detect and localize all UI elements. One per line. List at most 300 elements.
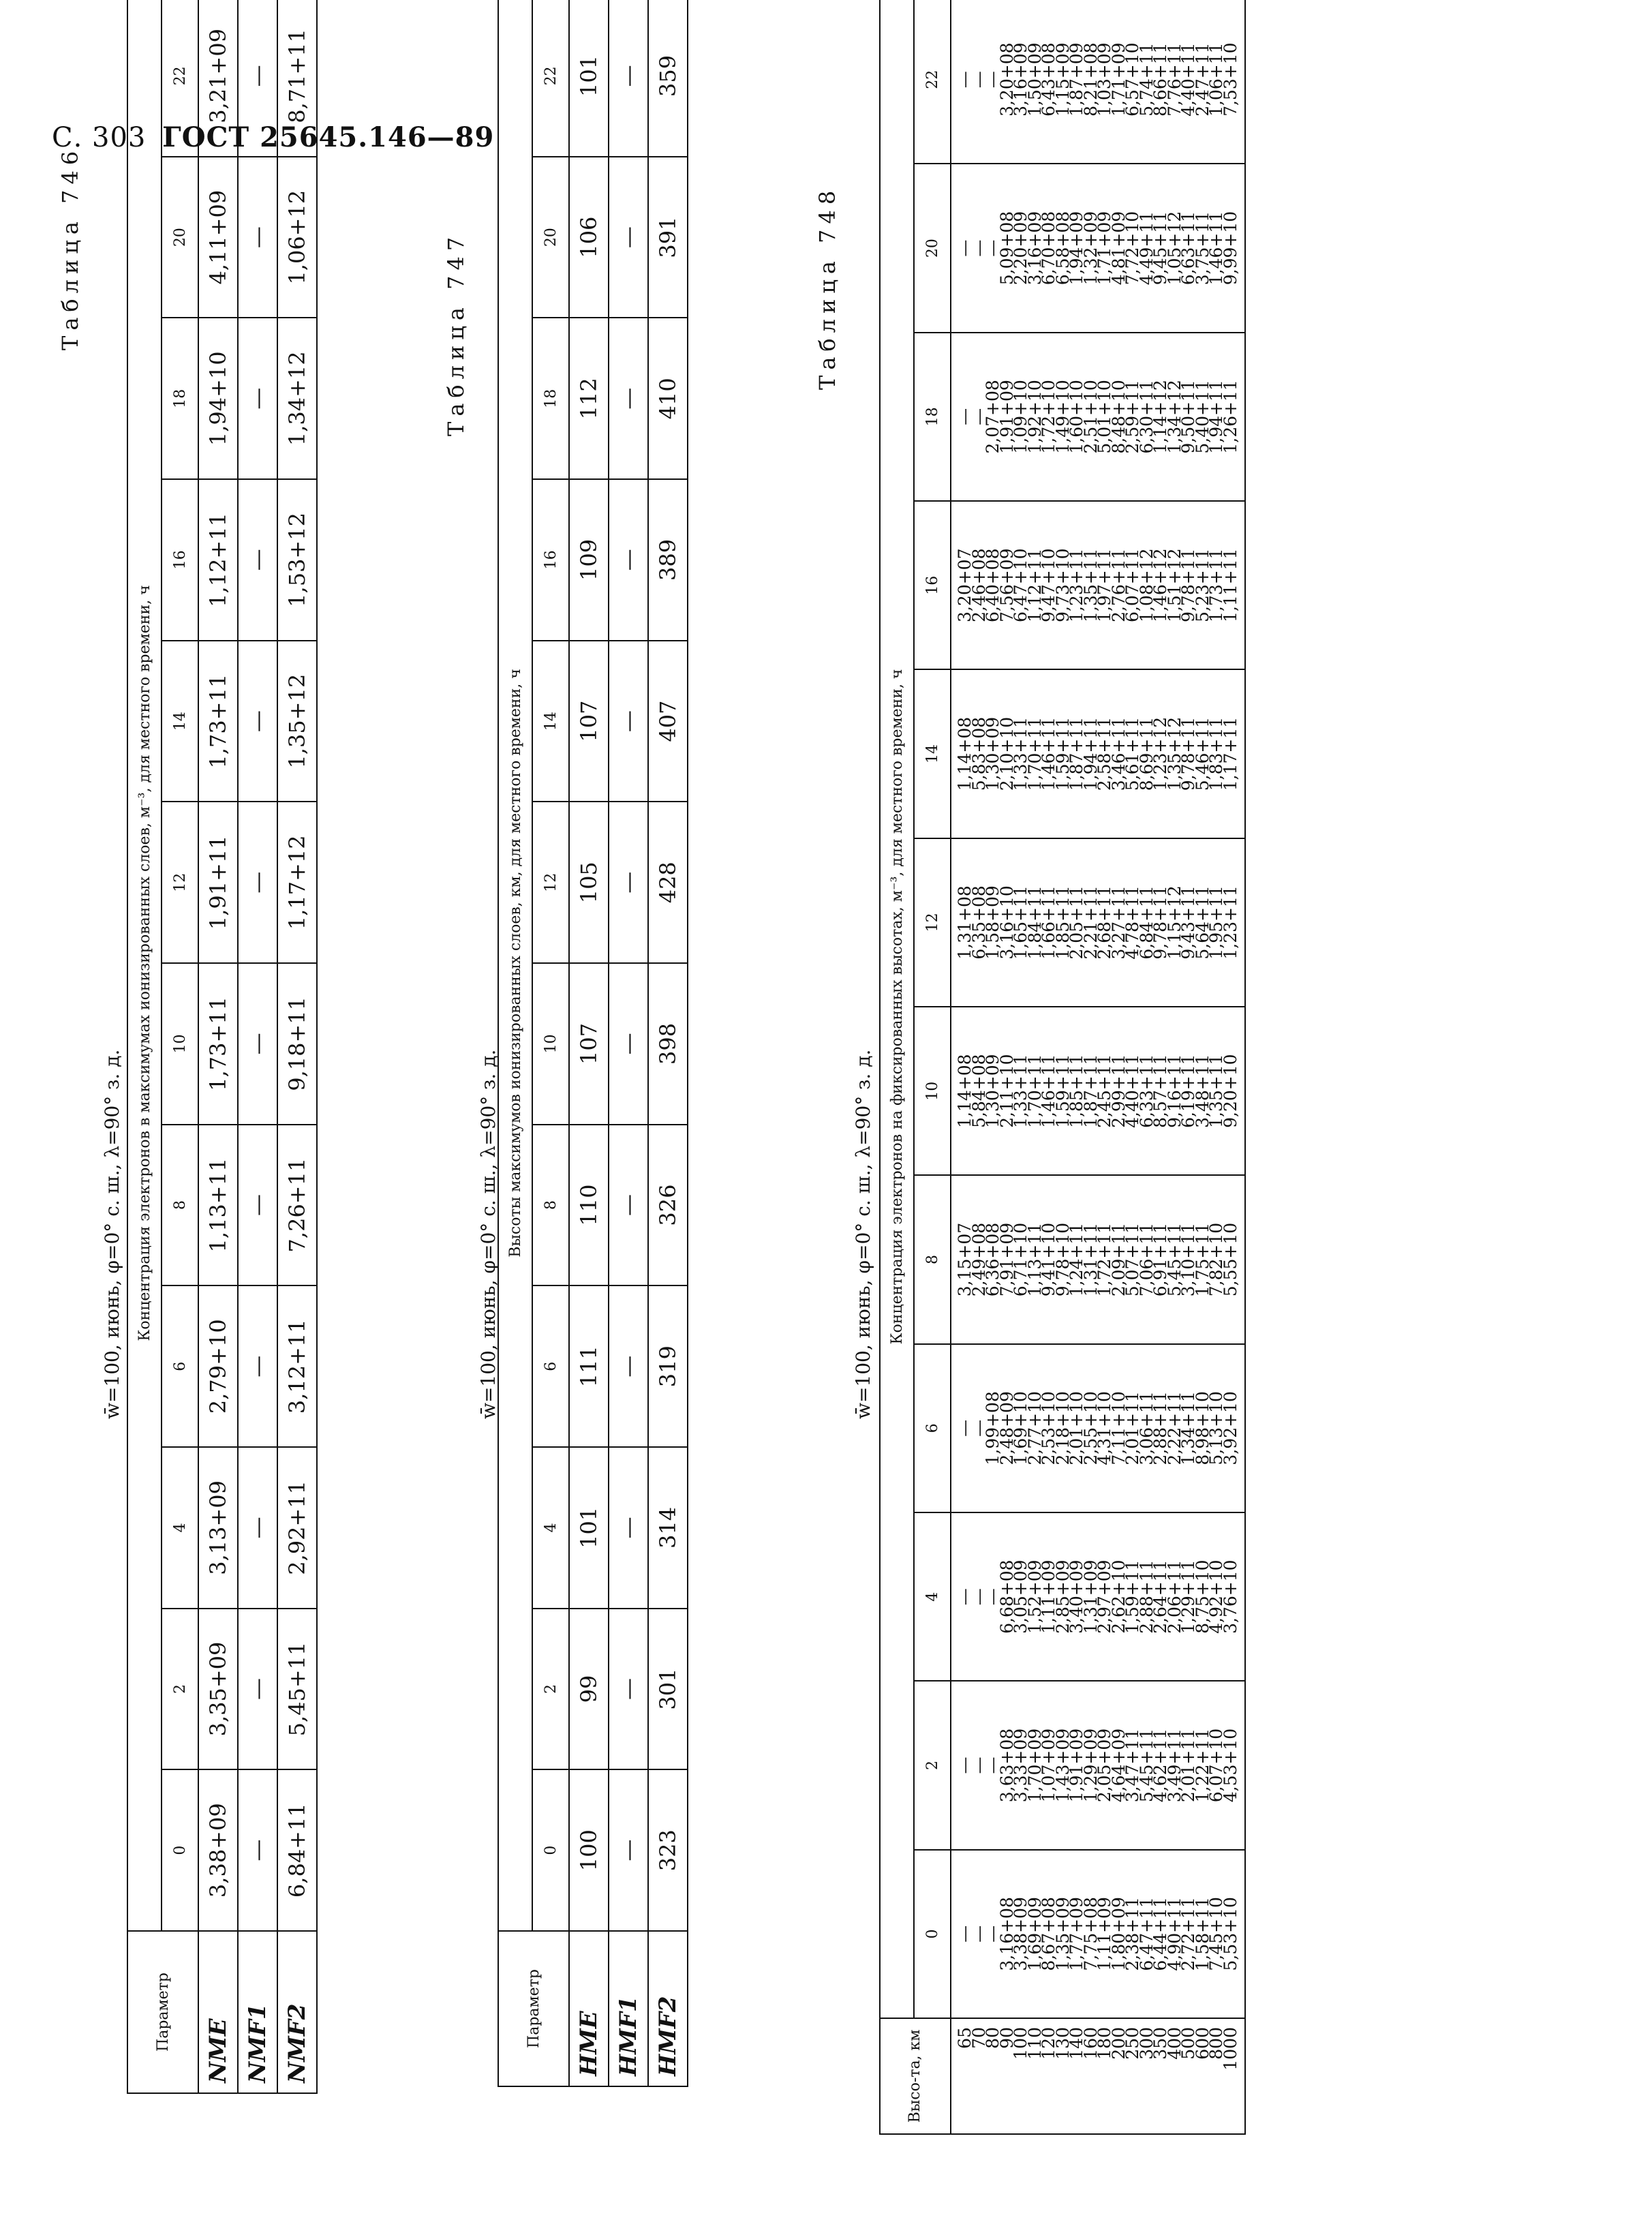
data-value: 2,06+11 — [1164, 1559, 1184, 1634]
data-cell: 3,21+09 — [198, 0, 238, 157]
data-value: 9,16+11 — [1164, 1054, 1184, 1128]
data-value: 6,43+08 — [1039, 42, 1058, 117]
data-value: 1,31+11 — [1080, 1222, 1101, 1297]
table-row — [238, 0, 277, 2093]
data-cell: — — [238, 1447, 277, 1609]
data-value: 7,56+09 — [996, 548, 1017, 622]
data-value: 8,98+10 — [1192, 1391, 1212, 1465]
data-value: 3,76+10 — [1220, 1559, 1240, 1634]
value-column — [951, 1850, 1245, 2018]
data-value: 3,48+11 — [1192, 1054, 1212, 1128]
data-value: 2,58+11 — [1095, 716, 1114, 791]
hour-header: 22 — [914, 0, 951, 164]
hour-header: 22 — [532, 0, 569, 157]
data-value: 6,84+11 — [1136, 885, 1157, 960]
hour-header: 10 — [914, 1007, 951, 1175]
data-value: — — [955, 1588, 975, 1606]
data-value: 1,34+12 — [1164, 380, 1184, 454]
data-value: 2,77+10 — [1024, 1391, 1045, 1465]
hours-row — [162, 0, 198, 2093]
data-cell: 109 — [569, 479, 609, 641]
hour-header: 8 — [162, 1125, 198, 1286]
data-cell: 1,12+11 — [198, 479, 238, 641]
data-value: 4,40+11 — [1122, 1054, 1142, 1128]
data-value: 7,06+11 — [1136, 1222, 1157, 1297]
data-value: 5,83+08 — [968, 716, 989, 791]
data-value: 3,92+10 — [1220, 1391, 1240, 1465]
row-label: NME — [198, 1931, 238, 2093]
data-cell: — — [238, 1609, 277, 1770]
data-cell: — — [609, 1769, 648, 1931]
data-value: 7,75+08 — [1080, 1897, 1101, 1971]
data-value: — — [983, 1925, 1003, 1943]
data-value: 1,23+11 — [1067, 548, 1086, 622]
data-value: 1,15+09 — [1052, 42, 1073, 117]
data-value: 9,99+10 — [1220, 211, 1240, 286]
data-cell: 7,26+11 — [277, 1125, 317, 1286]
data-value: 1,70+09 — [1024, 1728, 1045, 1803]
data-value: 1,12+11 — [1024, 548, 1045, 622]
data-value: 6,71+10 — [1011, 1222, 1030, 1297]
data-value: 1,58+09 — [983, 885, 1003, 960]
height-value: 200 — [1108, 2027, 1129, 2060]
data-value: 1,59+11 — [1052, 716, 1073, 791]
data-value: 2,51+10 — [1080, 380, 1101, 454]
data-value: 1,99+08 — [983, 1391, 1003, 1465]
data-value: 5,45+11 — [1136, 1728, 1157, 1803]
data-value: 1,17+11 — [1220, 716, 1240, 791]
data-cell: 9,18+11 — [277, 963, 317, 1125]
data-value: 8,21+08 — [1080, 42, 1101, 117]
value-column — [951, 164, 1245, 332]
height-value: 70 — [968, 2027, 989, 2049]
height-value: 120 — [1039, 2027, 1058, 2060]
data-value: 2,53+10 — [1039, 1391, 1058, 1465]
data-value: 1,91+09 — [1067, 1728, 1086, 1803]
hour-header: 6 — [914, 1344, 951, 1512]
data-value: 3,20+08 — [996, 42, 1017, 117]
data-cell: 326 — [648, 1125, 688, 1286]
data-cell: 1,35+12 — [277, 641, 317, 802]
data-value: 9,41+10 — [1039, 1222, 1058, 1297]
data-cell: 407 — [648, 641, 688, 802]
data-value: 2,10+10 — [996, 716, 1017, 791]
data-value: 1,46+11 — [1039, 1054, 1058, 1128]
data-cell: — — [238, 802, 277, 963]
data-value: 2,38+11 — [1122, 1897, 1142, 1971]
data-value: 8,66+11 — [1150, 42, 1170, 117]
data-value: 6,68+08 — [996, 1559, 1017, 1634]
data-cell: — — [609, 1447, 648, 1609]
data-value: 2,88+11 — [1150, 1391, 1170, 1465]
data-value: 1,33+11 — [1011, 716, 1030, 791]
data-value: 4,40+11 — [1178, 42, 1198, 117]
data-value: 5,55+10 — [1220, 1222, 1240, 1297]
data-value: 1,71+09 — [1095, 211, 1114, 286]
data-cell: — — [609, 1125, 648, 1286]
data-value: 7,53+10 — [1220, 42, 1240, 117]
data-value: 4,78+11 — [1122, 885, 1142, 960]
data-cell: 359 — [648, 0, 688, 157]
row-label: HME — [569, 1931, 609, 2086]
row-label: NMF1 — [238, 1931, 277, 2093]
data-value: 5,84+08 — [968, 1054, 989, 1128]
hours-row — [914, 0, 951, 2134]
data-value: 2,62+10 — [1108, 1559, 1129, 1634]
data-value: 1,46+11 — [1039, 716, 1058, 791]
data-value: 2,47+11 — [1192, 42, 1212, 117]
data-value: 2,05+11 — [1067, 885, 1086, 960]
data-value: 1,94+11 — [1080, 716, 1101, 791]
data-value: 4,62+11 — [1150, 1728, 1170, 1803]
height-value: 65 — [955, 2027, 975, 2049]
data-value: 6,91+11 — [1150, 1222, 1170, 1297]
data-value: 1,34+11 — [1178, 1391, 1198, 1465]
data-value: 1,52+09 — [1024, 1559, 1045, 1634]
data-value: 6,47+11 — [1136, 1897, 1157, 1971]
data-value: — — [955, 239, 975, 257]
data-value: 4,81+09 — [1108, 211, 1129, 286]
data-value: 6,44+11 — [1150, 1897, 1170, 1971]
data-cell: — — [609, 157, 648, 318]
data-value: 5,40+11 — [1192, 380, 1212, 454]
data-value: 3,15+07 — [955, 1222, 975, 1297]
data-cell: 1,17+12 — [277, 802, 317, 963]
height-value: 250 — [1122, 2027, 1142, 2060]
data-cell: — — [609, 0, 648, 157]
hour-header: 18 — [914, 333, 951, 501]
data-cell: — — [238, 0, 277, 157]
data-value: 1,65+11 — [1011, 885, 1030, 960]
data-cell: 301 — [648, 1609, 688, 1770]
data-value: 2,68+11 — [1095, 885, 1114, 960]
data-value: 8,48+10 — [1108, 380, 1129, 454]
height-header: Высо-та, км — [880, 2018, 951, 2134]
height-value: 110 — [1024, 2027, 1045, 2060]
height-value: 100 — [1011, 2027, 1030, 2060]
hour-header: 10 — [532, 963, 569, 1125]
data-value: 5,09+08 — [996, 211, 1017, 286]
data-value: 4,64+09 — [1108, 1728, 1129, 1803]
data-value: 2,01+11 — [1178, 1728, 1198, 1803]
data-cell: 1,73+11 — [198, 963, 238, 1125]
data-value: 2,22+11 — [1164, 1391, 1184, 1465]
data-value: 9,78+10 — [1052, 1222, 1073, 1297]
data-value: 1,29+09 — [1080, 1728, 1101, 1803]
data-cell: 106 — [569, 157, 609, 318]
height-value: 350 — [1150, 2027, 1170, 2060]
data-value: 6,07+10 — [1206, 1728, 1226, 1803]
value-column — [951, 1175, 1245, 1343]
data-cell: 1,13+11 — [198, 1125, 238, 1286]
value-column — [951, 1512, 1245, 1681]
data-value: 1,66+11 — [1039, 885, 1058, 960]
data-value: 1,70+11 — [1024, 1054, 1045, 1128]
data-cell: 110 — [569, 1125, 609, 1286]
data-cell: 1,34+12 — [277, 318, 317, 479]
data-cell: 3,35+09 — [198, 1609, 238, 1770]
data-value: 3,27+11 — [1108, 885, 1129, 960]
data-value: 5,74+11 — [1136, 42, 1157, 117]
data-value: 3,49+11 — [1164, 1728, 1184, 1803]
data-value: 1,97+11 — [1095, 548, 1114, 622]
data-cell: — — [238, 1125, 277, 1286]
data-cell: 112 — [569, 318, 609, 479]
data-cell: — — [238, 1285, 277, 1447]
data-cell: 2,79+10 — [198, 1285, 238, 1447]
data-value: 1,26+11 — [1220, 380, 1240, 454]
hour-header: 4 — [532, 1447, 569, 1609]
data-value: 1,33+11 — [1011, 1054, 1030, 1128]
height-value: 80 — [983, 2027, 1003, 2049]
value-column — [951, 1681, 1245, 1849]
data-value: 9,78+11 — [1178, 548, 1198, 622]
data-value: 5,53+10 — [1220, 1897, 1240, 1971]
data-value: 9,78+11 — [1150, 885, 1170, 960]
table-748 — [879, 0, 1246, 2135]
data-value: 2,59+11 — [1122, 380, 1142, 454]
data-value: 5,13+10 — [1206, 1391, 1226, 1465]
table-body — [569, 0, 688, 2086]
data-value: 1,23+12 — [1150, 716, 1170, 791]
data-value: 1,03+09 — [1095, 42, 1114, 117]
data-value: 3,47+11 — [1122, 1728, 1142, 1803]
data-value: 2,05+09 — [1095, 1728, 1114, 1803]
param-header: Параметр — [127, 1931, 198, 2093]
data-value: 4,92+10 — [1206, 1559, 1226, 1634]
hour-header: 6 — [532, 1285, 569, 1447]
data-value: 5,46+11 — [1192, 716, 1212, 791]
data-value: 1,77+09 — [1067, 1897, 1086, 1971]
data-value: — — [955, 71, 975, 89]
data-value: 2,64+11 — [1150, 1559, 1170, 1634]
data-cell: 1,73+11 — [198, 641, 238, 802]
data-value: — — [955, 1756, 975, 1774]
data-value: 3,20+07 — [955, 548, 975, 622]
data-value: 8,57+11 — [1150, 1054, 1170, 1128]
group-header: Концентрация электронов на фиксированных высотах, м⁻³, для местного времени, ч — [880, 0, 914, 2018]
data-value: 1,95+11 — [1206, 885, 1226, 960]
data-value: 1,06+11 — [1206, 42, 1226, 117]
data-value: 2,46+08 — [968, 548, 989, 622]
data-cell: 4,11+09 — [198, 157, 238, 318]
data-value: 1,87+09 — [1067, 42, 1086, 117]
hour-header: 12 — [532, 802, 569, 963]
value-column — [951, 838, 1245, 1007]
data-cell: 1,06+12 — [277, 157, 317, 318]
data-cell: 3,13+09 — [198, 1447, 238, 1609]
data-value: 1,30+09 — [983, 1054, 1003, 1128]
data-value: 3,06+11 — [1136, 1391, 1157, 1465]
data-value: 6,57+10 — [1122, 42, 1142, 117]
height-value: 140 — [1067, 2027, 1086, 2060]
data-value: 3,16+09 — [1024, 211, 1045, 286]
hour-header: 14 — [162, 641, 198, 802]
data-value: 2,20+09 — [1011, 211, 1030, 286]
data-value: — — [983, 1588, 1003, 1606]
table-747 — [498, 0, 688, 2087]
data-value: 2,99+11 — [1108, 1054, 1129, 1128]
value-column — [951, 0, 1245, 164]
hour-header: 12 — [914, 838, 951, 1007]
data-value: 2,18+10 — [1052, 1391, 1073, 1465]
data-value: 2,09+11 — [1108, 1222, 1129, 1297]
data-cell: — — [609, 1285, 648, 1447]
data-value: 1,87+11 — [1067, 716, 1086, 791]
group-header: Высоты максимумов ионизированных слоев, км, для местного времени, ч — [498, 0, 532, 1931]
data-value: — — [968, 408, 989, 425]
data-value: — — [955, 1925, 975, 1943]
row-label: NMF2 — [277, 1931, 317, 2093]
data-value: 1,70+11 — [1024, 716, 1045, 791]
data-value: 1,35+11 — [1080, 548, 1101, 622]
table-number: Таблица 747 — [443, 231, 469, 436]
table-row — [648, 0, 688, 2086]
data-value: 2,49+08 — [968, 1222, 989, 1297]
hour-header: 16 — [914, 501, 951, 669]
data-value: — — [968, 1419, 989, 1437]
hour-header: 10 — [162, 963, 198, 1125]
data-value: 5,61+11 — [1122, 716, 1142, 791]
hour-header: 20 — [162, 157, 198, 318]
data-value: 8,67+08 — [1039, 1897, 1058, 1971]
data-value: 5,64+11 — [1192, 885, 1212, 960]
data-cell: 8,71+11 — [277, 0, 317, 157]
data-value: 1,14+12 — [1150, 380, 1170, 454]
data-value: 5,45+11 — [1164, 1222, 1184, 1297]
row-label: HMF1 — [609, 1931, 648, 2086]
data-cell: 111 — [569, 1285, 609, 1447]
height-value: 160 — [1080, 2027, 1101, 2060]
data-value: — — [968, 71, 989, 89]
hour-header: 20 — [914, 164, 951, 332]
data-value: 1,85+11 — [1052, 885, 1073, 960]
data-value: 7,11+10 — [1108, 1391, 1129, 1465]
hour-header: 4 — [162, 1447, 198, 1609]
data-value: 3,40+09 — [1067, 1559, 1086, 1634]
table-title: w̄=100, июнь, φ=0° с. ш., λ=90° з. д. — [477, 1049, 500, 1419]
height-value: 300 — [1136, 2027, 1157, 2060]
hour-header: 14 — [914, 669, 951, 838]
hour-header: 8 — [532, 1125, 569, 1286]
data-value: 1,15+12 — [1164, 885, 1184, 960]
data-value: — — [968, 1925, 989, 1943]
data-value: 2,01+10 — [1067, 1391, 1086, 1465]
value-column — [951, 333, 1245, 501]
hour-header: 8 — [914, 1175, 951, 1343]
table-row — [569, 0, 609, 2086]
table-body — [198, 0, 317, 2093]
data-value: 1,24+11 — [1067, 1222, 1086, 1297]
data-value: 6,33+11 — [1136, 1054, 1157, 1128]
data-value: 6,30+11 — [1136, 380, 1157, 454]
hours-row — [532, 0, 569, 2086]
data-value: 1,94+09 — [1067, 211, 1086, 286]
data-value: 1,46+12 — [1150, 548, 1170, 622]
data-value: — — [955, 1419, 975, 1437]
hour-header: 4 — [914, 1512, 951, 1681]
data-value: 1,29+11 — [1178, 1559, 1198, 1634]
data-value: 5,07+11 — [1122, 1222, 1142, 1297]
data-cell: 428 — [648, 802, 688, 963]
data-value: 1,92+10 — [1024, 380, 1045, 454]
data-value: 1,72+11 — [1095, 1222, 1114, 1297]
data-value: 3,16+09 — [1011, 42, 1030, 117]
data-value: 9,43+11 — [1178, 885, 1198, 960]
data-value: 1,85+11 — [1067, 1054, 1086, 1128]
data-value: 7,76+11 — [1164, 42, 1184, 117]
data-value: 1,80+09 — [1108, 1897, 1129, 1971]
data-value: — — [983, 71, 1003, 89]
data-value: 1,58+11 — [1192, 1897, 1212, 1971]
table-row — [609, 0, 648, 2086]
data-value: 2,21+11 — [1080, 885, 1101, 960]
data-value: 1,35+11 — [1206, 1054, 1226, 1128]
data-cell: 391 — [648, 157, 688, 318]
data-value: 3,05+09 — [1011, 1559, 1030, 1634]
data-value: 2,55+10 — [1080, 1391, 1101, 1465]
data-value: 6,19+11 — [1178, 1054, 1198, 1128]
data-value: 3,63+08 — [996, 1728, 1017, 1803]
data-cell: 101 — [569, 0, 609, 157]
data-value: 2,72+11 — [1178, 1897, 1198, 1971]
data-value: 1,13+11 — [1024, 1222, 1045, 1297]
hour-header: 2 — [162, 1609, 198, 1770]
data-value: 1,91+09 — [996, 380, 1017, 454]
value-column — [951, 669, 1245, 838]
data-value: — — [968, 239, 989, 257]
hour-header: 16 — [532, 479, 569, 641]
data-value: 1,09+10 — [1011, 380, 1030, 454]
data-cell: — — [238, 318, 277, 479]
data-cell: 107 — [569, 641, 609, 802]
data-value: 6,63+11 — [1178, 211, 1198, 286]
data-value: 1,87+11 — [1080, 1054, 1101, 1128]
data-value: 6,70+08 — [1039, 211, 1058, 286]
page-number: С. 303 — [52, 122, 147, 153]
data-value: — — [968, 1588, 989, 1606]
data-value: 6,36+08 — [983, 1222, 1003, 1297]
group-header: Концентрация электронов в максимумах ионизированных слоев, м⁻³, для местного времени, ч — [127, 0, 162, 1931]
data-value: 1,31+08 — [955, 885, 975, 960]
hour-header: 18 — [532, 318, 569, 479]
data-value: 4,31+10 — [1095, 1391, 1114, 1465]
hour-header: 2 — [532, 1609, 569, 1770]
data-value: 2,07+08 — [983, 380, 1003, 454]
data-cell: 101 — [569, 1447, 609, 1609]
standard-number: ГОСТ 25645.146—89 — [162, 121, 495, 153]
table-number: Таблица 746 — [57, 145, 83, 350]
data-value: 1,11+09 — [1095, 1897, 1114, 1971]
data-value: 1,31+09 — [1080, 1559, 1101, 1634]
data-value: — — [983, 239, 1003, 257]
height-value: 130 — [1052, 2027, 1073, 2060]
data-cell: 107 — [569, 963, 609, 1125]
hour-header: 0 — [162, 1769, 198, 1931]
height-value: 800 — [1206, 2027, 1226, 2060]
height-value: 500 — [1178, 2027, 1198, 2060]
data-value: 5,01+10 — [1095, 380, 1114, 454]
data-value: 8,69+11 — [1136, 716, 1157, 791]
data-cell: 319 — [648, 1285, 688, 1447]
data-value: 1,23+11 — [1220, 885, 1240, 960]
data-value: — — [968, 1756, 989, 1774]
data-value: 7,72+10 — [1122, 211, 1142, 286]
height-value: 90 — [996, 2027, 1017, 2049]
hour-header: 2 — [914, 1681, 951, 1849]
data-value: 1,05+12 — [1164, 211, 1184, 286]
data-value: 9,47+10 — [1039, 548, 1058, 622]
